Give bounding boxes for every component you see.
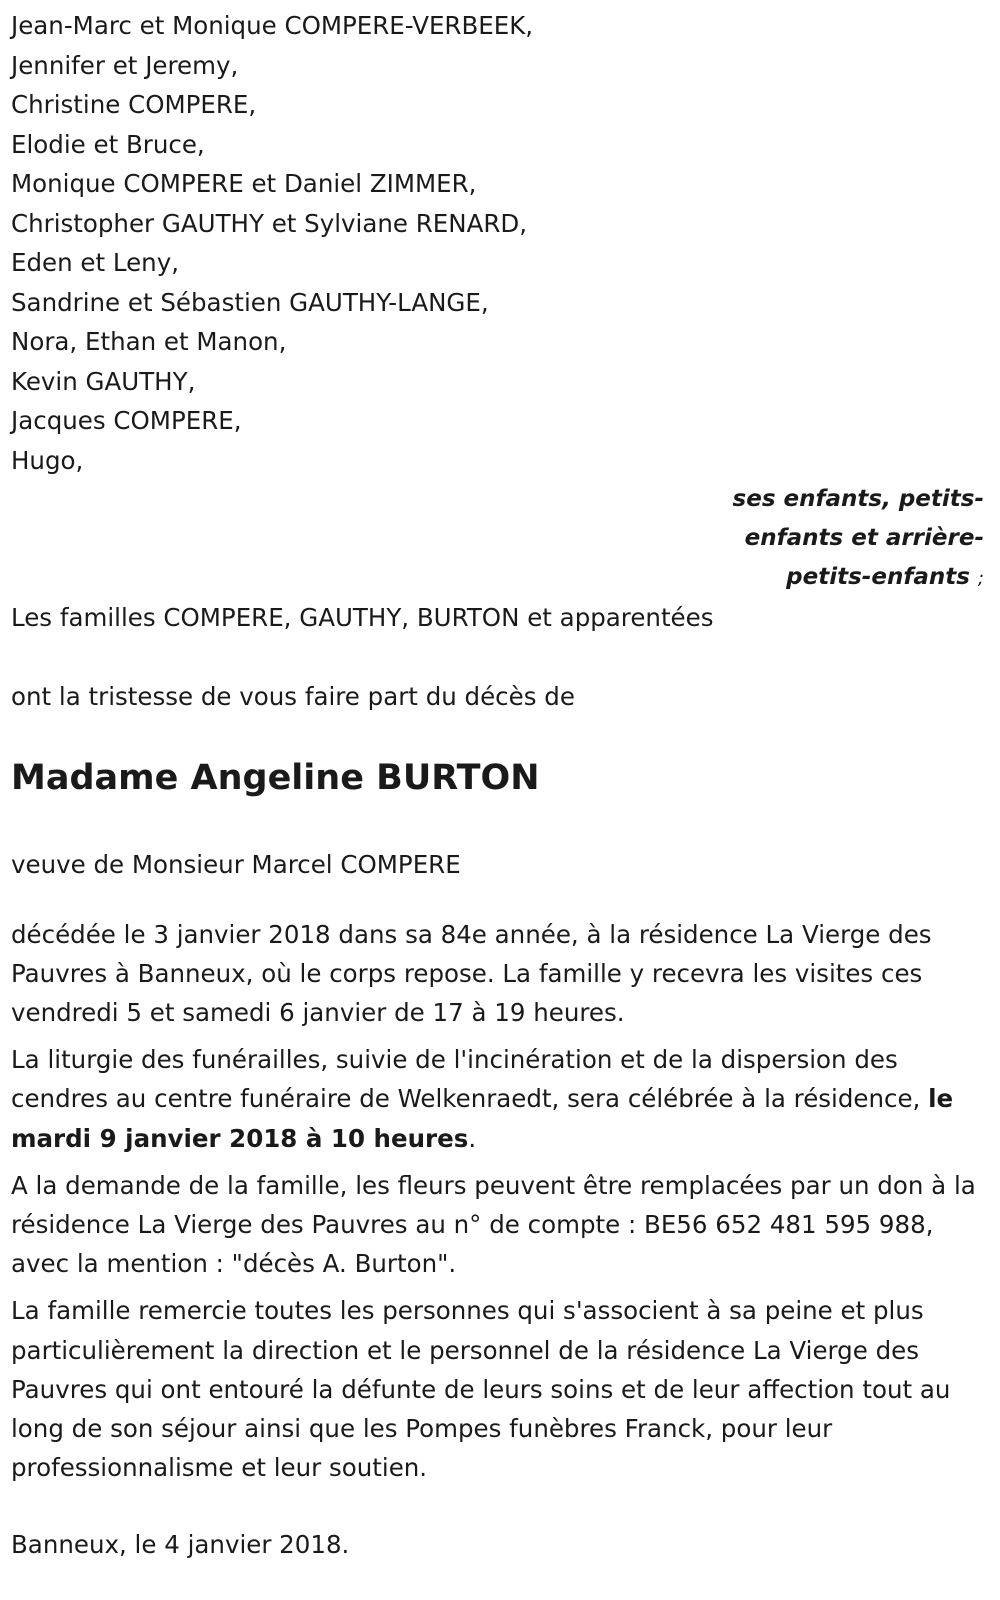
deceased-name: Madame Angeline BURTON [11, 758, 540, 798]
family-member: Sandrine et Sébastien GAUTHY-LANGE, [11, 287, 489, 317]
family-member: Nora, Ethan et Manon, [11, 327, 287, 356]
liturgy-paragraph [11, 1040, 989, 1158]
death-notice [11, 6, 989, 1565]
liturgy-date: le mardi 9 janvier 2018 à 10 heures [11, 1084, 954, 1153]
relation-line: petits-enfants [786, 564, 970, 590]
family-member: Christopher GAUTHY et Sylviane RENARD, [11, 208, 528, 238]
family-member: Jean-Marc et Monique COMPERE-VERBEEK, [11, 11, 534, 40]
family-member: Elodie et Bruce, [11, 129, 205, 159]
family-list [11, 6, 989, 480]
widow-of-line: veuve de Monsieur Marcel COMPERE [11, 850, 461, 879]
flowers-paragraph: A la demande de la famille, les fleurs peuvent être remplacées par un don à la résidence La Vierge des Pauvres au n° de compte : BE56 652 481 595 988, avec la mention : "décès A. Burton". [11, 1170, 976, 1279]
liturgy-end: . [468, 1123, 477, 1153]
family-member: Hugo, [11, 445, 84, 475]
place-date: Banneux, le 4 janvier 2018. [11, 1530, 350, 1560]
thanks-paragraph: La famille remercie toutes les personnes qui s'associent à sa peine et plus particulièrement la direction et le personnel de la résidence La Vierge des Pauvres qui ont entouré la défunte de leurs soins et de leur affection tout au long de son séjour ainsi que les Pompes funèbres Franck, pour leur professionnalisme et leur soutien. [11, 1296, 951, 1483]
family-member: Eden et Leny, [11, 248, 179, 277]
relation-label [724, 480, 984, 598]
family-member: Monique COMPERE et Daniel ZIMMER, [11, 169, 477, 198]
family-member: Kevin GAUTHY, [11, 366, 196, 396]
death-paragraph: décédée le 3 janvier 2018 dans sa 84e année, à la résidence La Vierge des Pauvres à Banneux, où le corps repose. La famille y recevra les visites ces vendredi 5 et samedi 6 janvier de 17 à 19 heures. [11, 919, 932, 1027]
families-line: Les familles COMPERE, GAUTHY, BURTON et apparentées [11, 603, 714, 632]
family-member: Christine COMPERE, [11, 90, 257, 119]
relation-line: enfants et arrière- [744, 525, 984, 551]
liturgy-text: La liturgie des funérailles, suivie de l'incinération et de la dispersion des cendres au centre funéraire de Welkenraedt, sera célébrée à la résidence, [11, 1045, 929, 1114]
relation-line: ses enfants, petits- [732, 486, 984, 512]
relation-punctuation: ; [977, 568, 984, 589]
family-member: Jennifer et Jeremy, [11, 50, 239, 80]
announcement-line: ont la tristesse de vous faire part du décès de [11, 681, 575, 711]
family-member: Jacques COMPERE, [11, 406, 242, 435]
